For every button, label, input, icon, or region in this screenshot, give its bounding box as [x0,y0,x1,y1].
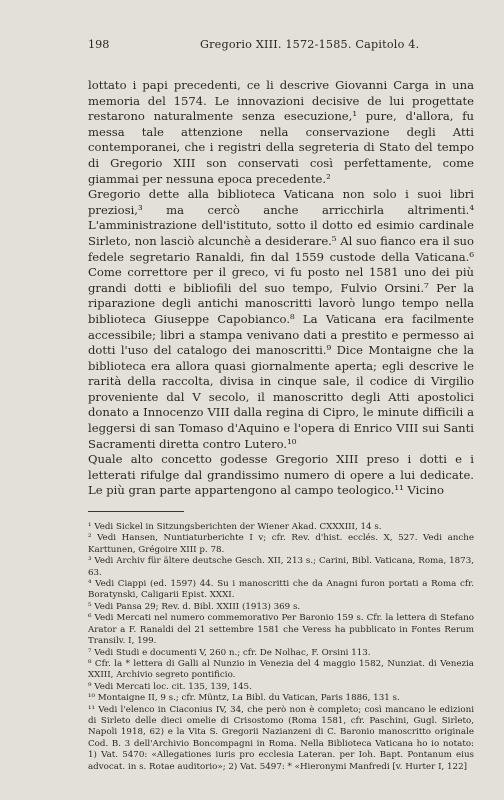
paragraph: lottato i papi precedenti, ce li descrive Giovanni Carga in una memoria del 1574. Le innovazioni decisive de lui progettate restarono naturalmente senza esecuzione,¹ pure, d'allora, fu messa tale attenzione nella conservazione degli Atti contemporanei, che i registri della segreteria di Stato del tempo di Gregorio XIII son conservati così perfettamente, come giammai per nessuna epoca precedente.² [88,78,474,186]
main-text [88,78,474,499]
footnote: ¹¹ Vedi l'elenco in Ciaconius IV, 34, che però non è completo; così mancano le edizioni di Sirleto delle dieci omelie di Crisostomo (Roma 1581, cfr. Paschini, Gugl. Sirleto, Napoli 1918, 62) e la Vita S. Gregorii Nazianzeni di C. Baronio manoscritto originale Cod. B. 3 dell'Archivio Boncompagni in Roma. Nella Biblioteca Vaticana ho io notato: 1) Vat. 5470: «Allegationes iuris pro ecclesia Lateran. per Ioh. Bapt. Pontanum eius advocat. in s. Rotae auditorio»; 2) Vat. 5497: * «Hieronymi Manfredi [v. Hurter I, 122] [88,704,474,772]
footnote: ⁸ Cfr. la * lettera di Galli al Nunzio in Venezia del 4 maggio 1582, Nunziat. di Venezia XXIII, Archivio segreto pontificio. [88,658,474,681]
paragraph: Gregorio dette alla biblioteca Vaticana non solo i suoi libri preziosi,³ ma cercò anche arricchirla altrimenti.⁴ L'amministrazione dell'istituto, sotto il dotto ed esimio cardinale Sirleto, non lasciò alcunchè a desiderare.⁵ Al suo fianco era il suo fedele segretario Ranaldi, fin dal 1559 custode della Vaticana.⁶ Come correttore per il greco, vi fu posto nel 1581 uno dei più grandi dotti e bibliofili del suo tempo, Fulvio Orsini.⁷ Per la riparazione degli antichi manoscritti lavorò lungo tempo nella biblioteca Giuseppe Capobianco.⁸ La Vaticana era facilmente accessibile; libri a stampa venivano dati a prestito e permesso ai dotti l'uso del catalogo dei manoscritti.⁹ Dice Montaigne che la biblioteca era allora quasi giornalmente aperta; egli descrive le rarità della raccolta, divisa in cinque sale, il codice di Virgilio proveniente dal V secolo, il manoscritto degli Atti apostolici donato a Innocenzo VIII dalla regina di Cipro, le minute difficili a leggersi di san Tomaso d'Aquino e l'opera di Enrico VIII sui Santi Sacramenti diretta contro Lutero.¹⁰ [88,187,474,451]
footnote: ⁷ Vedi Studi e documenti V, 260 n.; cfr. De Nolhac, F. Orsini 113. [88,647,371,658]
footnote: ⁶ Vedi Mercati nel numero commemorativo Per Baronio 159 s. Cfr. la lettera di Stefano Arator a F. Ranaldi del 21 settembre 1581 che Veress ha pubblicato in Fontes Rerum Transilv. I, 199. [88,613,474,647]
footnote: ¹⁰ Montaigne II, 9 s.; cfr. Müntz, La Bibl. du Vatican, Paris 1886, 131 s. [88,693,400,704]
footnote: ¹ Vedi Sickel in Sitzungsberichten der Wiener Akad. CXXXIII, 14 s. [88,522,382,533]
footnote: ² Vedi Hansen, Nuntiaturberichte I v; cfr. Rev. d'hist. ecclés. X, 527. Vedi anche Karttunen, Grégoire XIII p. 78. [88,533,474,555]
paragraph: Quale alto concetto godesse Gregorio XIII preso i dotti e i letterati rifulge dal grandissimo numero di opere a lui dedicate. Le più gran parte appartengono al campo teologico.¹¹ Vicino [88,452,474,498]
footnote: ³ Vedi Archiv für ältere deutsche Gesch. XII, 213 s.; Carini, Bibl. Vaticana, Roma, 1873, 63. [88,556,474,578]
page-number: 198 [88,38,110,51]
running-header [88,38,474,58]
footnotes [88,522,474,773]
running-title: Gregorio XIII. 1572-1585. Capitolo 4. [200,38,420,51]
footnote: ⁹ Vedi Mercati loc. cit. 135, 139, 145. [88,681,252,692]
footnote: ⁴ Vedi Ciappi (ed. 1597) 44. Su i manoscritti che da Anagni furon portati a Roma cfr. Boratynski, Caligarii Epist. XXXI. [88,579,474,601]
footnote: ⁵ Vedi Pansa 29; Rev. d. Bibl. XXIII (1913) 369 s. [88,601,301,612]
footnote-rule [88,511,184,512]
